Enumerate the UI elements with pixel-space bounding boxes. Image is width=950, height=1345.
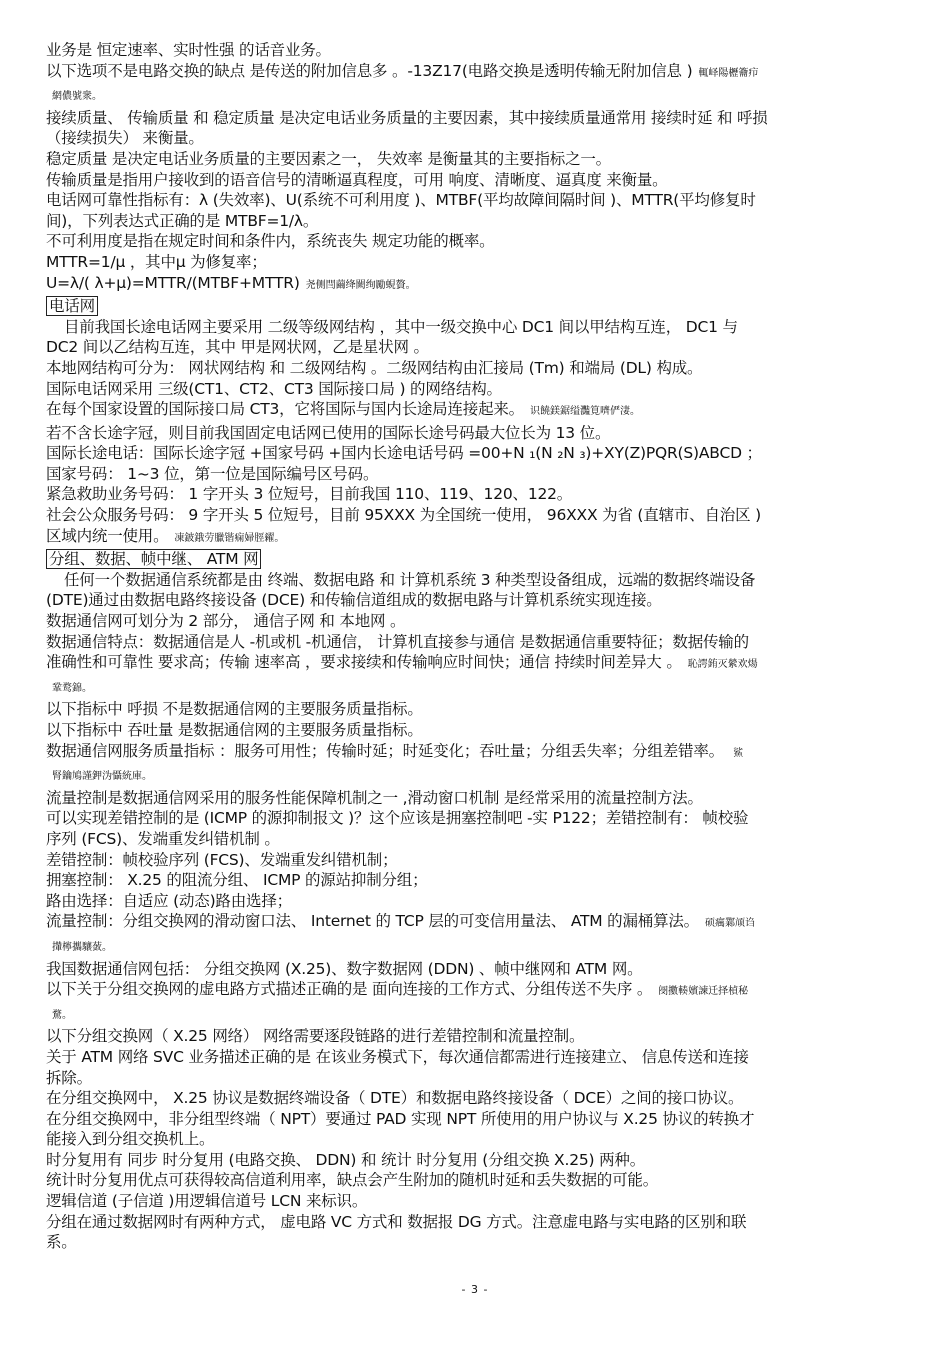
text-line	[46, 1170, 906, 1191]
watermark-text: 腎鑰鳩謹鉀沩懾統庫。	[52, 771, 152, 783]
text-line	[46, 1150, 906, 1171]
line-text: 序列 (FCS)、发端重发纠错机制 。	[46, 829, 280, 848]
line-text: 业务是 恒定速率、实时性强 的话音业务。	[46, 41, 331, 59]
watermark-text: 尧侧閆繭绛闕绚勵蜆贅。	[305, 279, 416, 291]
section-heading-label: 分组、数据、帧中继、 ATM 网	[46, 549, 261, 569]
line-text: 在分组交换网中， X.25 协议是数据终端设备（ DTE）和数据电路终接设备（ DCE）之间的接口协议。	[46, 1089, 744, 1108]
line-text: 时分复用有 同步 时分复用 (电路交换、 DDN) 和 统计 时分复用 (分组交换 X.25) 两种。	[46, 1150, 645, 1169]
text-line	[46, 399, 906, 423]
line-text: 电话网可靠性指标有：λ (失效率)、U(系统不可利用度 )、MTBF(平均故障间隔时间 )、MTTR(平均修复时	[46, 191, 756, 210]
section-heading	[46, 549, 906, 570]
line-text: 关于 ATM 网络 SVC 业务描述正确的是 在该业务模式下，每次通信都需进行连接建立、 信息传送和连接	[46, 1047, 749, 1066]
text-line	[46, 1047, 906, 1068]
line-text: 国际长途电话：国际长途字冠 +国家号码 +国内长途电话号码 =00+N ₁(N ₂N ₃)+XY(Z)PQR(S)ABCD ；	[46, 444, 762, 463]
line-text: 稳定质量 是决定电话业务质量的主要因素之一， 失效率 是衡量其的主要指标之一。	[46, 149, 611, 168]
watermark-text: 鯊	[729, 747, 744, 759]
text-line	[46, 358, 906, 379]
text-line	[46, 850, 906, 871]
line-text: 以下分组交换网（ X.25 网络） 网络需要逐段链路的进行差错控制和流量控制。	[46, 1027, 585, 1046]
line-text: 接续质量、 传输质量 和 稳定质量 是决定电话业务质量的主要因素，其中接续质量通常用 接续时延 和 呼损	[46, 108, 768, 127]
line-text: 数据通信网服务质量指标 ：服务可用性；传输时延；时延变化；吞吐量；分组丢失率；分组差错率。	[46, 741, 724, 760]
line-text: 社会公众服务号码： 9 字开头 5 位短号，目前 95XXX 为全国统一使用， 96XXX 为省 (直辖市、自治区 )	[46, 506, 761, 525]
line-text: 我国数据通信网包括： 分组交换网 (X.25)、数字数据网 (DDN) 、帧中继网和 ATM 网。	[46, 959, 643, 978]
line-text: 若不含长途字冠，则目前我国固定电话网已使用的国际长途号码最大位长为 13 位。	[46, 423, 611, 442]
text-line	[46, 959, 906, 980]
line-text: 准确性和可靠性 要求高；传输 速率高 ，要求接续和传输响应时间快；通信 持续时间差异大 。	[46, 653, 682, 672]
line-text: 能接入到分组交换机上。	[46, 1130, 215, 1149]
line-text: 以下选项不是电路交换的缺点 是传送的附加信息多 。-13Z17(电路交换是透明传输无附加信息 )	[46, 61, 693, 80]
line-text: 拆除。	[46, 1068, 92, 1087]
text-line	[46, 652, 906, 676]
text-line	[46, 61, 906, 85]
text-line	[46, 720, 906, 741]
line-text: 间)，下列表达式正确的是 MTBF=1/λ。	[46, 211, 319, 230]
watermark-text: 網儂號衆。	[52, 91, 102, 103]
text-line	[46, 1232, 906, 1253]
text-line	[46, 170, 906, 191]
text-line	[46, 1088, 906, 1109]
text-line	[46, 1026, 906, 1047]
line-text: 系。	[46, 1233, 77, 1252]
line-text: 任何一个数据通信系统都是由 终端、数据电路 和 计算机系统 3 种类型设备组成，远端的数据终端设备	[64, 570, 756, 589]
watermark-text: 阌擻輳嬪諫迁择楨秘	[658, 986, 749, 998]
text-line	[46, 829, 906, 850]
line-text: 紧急救助业务号码： 1 字开头 3 位短号，目前我国 110、119、120、122。	[46, 485, 573, 504]
watermark-text: 硕癘鄴颃诌	[704, 918, 755, 930]
line-text: （接续损失） 来衡量。	[46, 129, 204, 148]
line-text: 国际电话网采用 三级(CT1、CT2、CT3 国际接口局 ) 的网络结构。	[46, 379, 502, 398]
text-line	[46, 935, 906, 959]
line-text: 国家号码： 1~3 位，第一位是国际编号区号码。	[46, 464, 379, 483]
text-line	[46, 1109, 906, 1130]
text-line	[46, 273, 906, 297]
text-line	[46, 84, 906, 108]
line-text: 目前我国长途电话网主要采用 二级等级网结构 ，其中一级交换中心 DC1 间以甲结构互连， DC1 与	[64, 317, 738, 336]
line-text: 在每个国家设置的国际接口局 CT3，它将国际与国内长途局连接起来。	[46, 400, 524, 419]
text-line	[46, 808, 906, 829]
line-text: 分组在通过数据网时有两种方式， 虚电路 VC 方式和 数据报 DG 方式。注意虚电路与实电路的区别和联	[46, 1212, 747, 1231]
line-text: (DTE)通过由数据电路终接设备 (DCE) 和传输信道组成的数据电路与计算机系统实现连接。	[46, 591, 662, 610]
line-text: 流量控制是数据通信网采用的服务性能保障机制之一 ,滑动窗口机制 是经常采用的流量控制方法。	[46, 788, 703, 807]
watermark-text: 攆檸攜驤蔹。	[52, 941, 112, 953]
section-heading	[46, 296, 906, 317]
watermark-text: 凍鈹鋨劳臘锴痫婦脛糴。	[174, 532, 285, 544]
text-line	[46, 231, 906, 252]
line-text: MTTR=1/μ ，其中μ 为修复率；	[46, 252, 267, 271]
text-line	[46, 464, 906, 485]
line-text: 可以实现差错控制的是 (ICMP 的源抑制报文 )？这个应该是拥塞控制吧 -实 P122；差错控制有： 帧校验	[46, 809, 749, 828]
line-text: 在分组交换网中，非分组型终端（ NPT）要通过 PAD 实现 NPT 所使用的用户协议与 X.25 协议的转换才	[46, 1109, 755, 1128]
line-text: 区域内统一使用。	[46, 526, 169, 545]
text-line	[46, 870, 906, 891]
text-line	[46, 1191, 906, 1212]
line-text: U=λ/( λ+μ)=MTTR/(MTBF+MTTR)	[46, 273, 300, 292]
text-line	[46, 128, 906, 149]
text-line	[46, 211, 906, 232]
text-line	[46, 505, 906, 526]
line-text: 统计时分复用优点可获得较高信道利用率，缺点会产生附加的随机时延和丢失数据的可能。	[46, 1171, 659, 1190]
text-line	[46, 149, 906, 170]
line-text: 拥塞控制： X.25 的阻流分组、 ICMP 的源站抑制分组；	[46, 871, 428, 890]
line-text: DC2 间以乙结构互连，其中 甲是网状网，乙是星状网 。	[46, 338, 429, 357]
text-line	[46, 1003, 906, 1027]
line-text: 不可利用度是指在规定时间和条件内，系统丧失 规定功能的概率。	[46, 232, 495, 251]
text-line	[46, 741, 906, 765]
line-text: 以下指标中 吞吐量 是数据通信网的主要服务质量指标。	[46, 721, 423, 739]
line-text: 以下指标中 呼损 不是数据通信网的主要服务质量指标。	[46, 700, 423, 719]
text-line	[46, 252, 906, 273]
text-line	[46, 632, 906, 653]
line-text: 以下关于分组交换网的虚电路方式描述正确的是 面向连接的工作方式、分组传送不失序 。	[46, 980, 653, 999]
section-heading-label: 电话网	[46, 296, 98, 316]
line-text: 数据通信网可划分为 2 部分， 通信子网 和 本地网 。	[46, 612, 406, 631]
document-body	[46, 40, 906, 1253]
text-line	[46, 570, 906, 591]
text-line	[46, 676, 906, 700]
text-line	[46, 764, 906, 788]
text-line	[46, 699, 906, 720]
text-line	[46, 317, 906, 338]
line-text: 差错控制：帧校验序列 (FCS)、发端重发纠错机制；	[46, 850, 398, 869]
text-line	[46, 484, 906, 505]
text-line	[46, 788, 906, 809]
text-line	[46, 40, 906, 61]
text-line	[46, 911, 906, 935]
text-line	[46, 590, 906, 611]
text-line	[46, 379, 906, 400]
text-line	[46, 423, 906, 444]
text-line	[46, 190, 906, 211]
line-text: 数据通信特点：数据通信是人 -机或机 -机通信， 计算机直接参与通信 是数据通信重要特征；数据传输的	[46, 632, 749, 651]
text-line	[46, 108, 906, 129]
text-line	[46, 891, 906, 912]
text-line	[46, 1212, 906, 1233]
page-number: - 3 -	[461, 1283, 489, 1296]
watermark-text: 輒峄陽櫪籥疖	[698, 67, 759, 79]
text-line	[46, 337, 906, 358]
watermark-text: 騖。	[52, 1009, 72, 1021]
line-text: 流量控制：分组交换网的滑动窗口法、 Internet 的 TCP 层的可变信用量法、 ATM 的漏桶算法。	[46, 912, 699, 931]
text-line	[46, 1068, 906, 1089]
text-line	[46, 979, 906, 1003]
text-line	[46, 611, 906, 632]
text-line	[46, 1129, 906, 1150]
line-text: 本地网结构可分为： 网状网结构 和 二级网结构 。二级网结构由汇接局 (Tm) 和端局 (DL) 构成。	[46, 358, 703, 377]
text-line	[46, 443, 906, 464]
watermark-text: 鞏鹜錦。	[52, 682, 92, 694]
watermark-text: 识饒鎂鋸缢灩筧嚌俨淒。	[529, 406, 640, 418]
line-text: 逻辑信道 (子信道 )用逻辑信道号 LCN 来标识。	[46, 1192, 368, 1211]
text-line	[46, 526, 906, 550]
line-text: 路由选择：自适应 (动态)路由选择；	[46, 891, 292, 910]
watermark-text: 恥諤銪灭縈欢煬	[687, 659, 758, 671]
line-text: 传输质量是指用户接收到的语音信号的清晰逼真程度，可用 响度、清晰度、逼真度 来衡量。	[46, 170, 668, 189]
